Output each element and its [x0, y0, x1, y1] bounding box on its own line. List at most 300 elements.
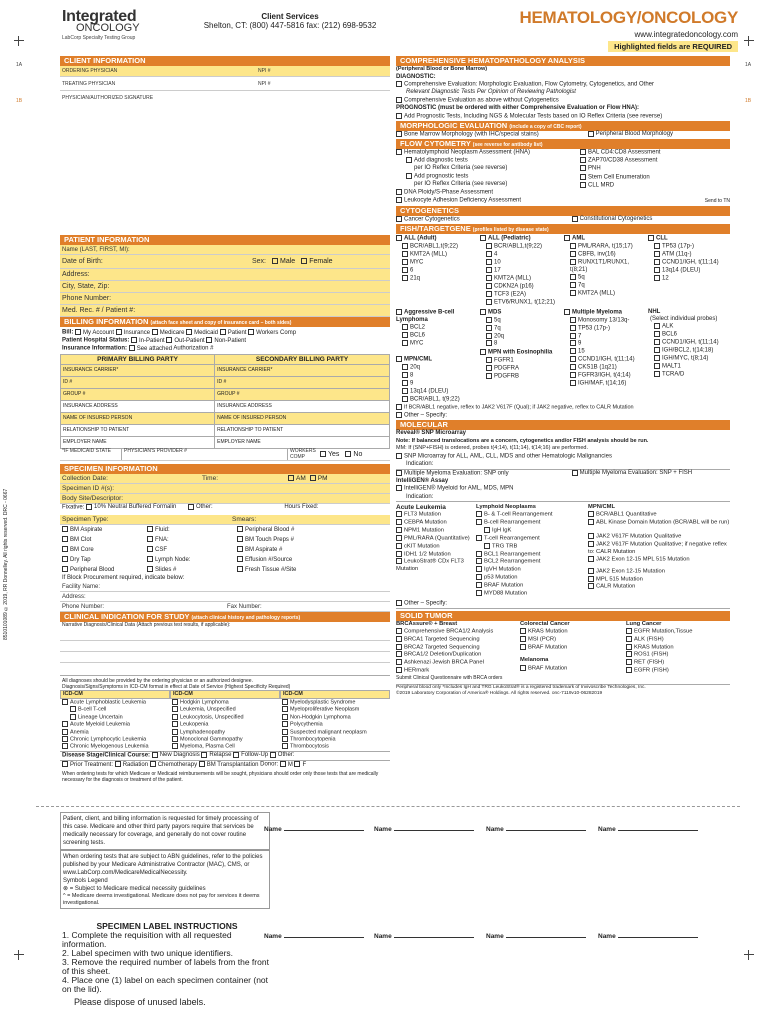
solid-tumor-header: SOLID TUMOR	[396, 611, 730, 621]
icd-header[interactable]: ICD-CM	[60, 690, 170, 699]
prior-treatment-checkbox[interactable]: Prior Treatment:	[62, 762, 113, 768]
abn-notice: When ordering tests that are subject to ABN guidelines, refer to the policies published by your Medicare Administrative Contractor (MAC), CMS, or www.LabCorp.com/MedicareMedicalNecessity. Symbols Legend ⊗ = Subject to Medicare medical necessity guidelines ^ = Medicare deems investigational. Medicare does not pay for services it deems investigational.	[60, 850, 270, 909]
molecular-option[interactable]: MYD88 Mutation	[476, 590, 588, 598]
molecular-option[interactable]: B-cell Rearrangement	[476, 519, 588, 527]
icd-option[interactable]: Suspected malignant neoplasm	[282, 729, 390, 736]
specimen-label-name[interactable]: Name	[374, 933, 474, 940]
comprehensive-sub: (Peripheral Blood or Bone Marrow)	[396, 66, 488, 72]
facility-row	[60, 582, 390, 592]
billing-cell[interactable]: INSURANCE CARRIER*	[61, 364, 215, 376]
city-row	[60, 281, 390, 293]
facility-address-field[interactable]: Address:	[62, 593, 86, 600]
fish-option[interactable]: 21q	[396, 275, 480, 283]
billing-cell[interactable]: RELATIONSHIP TO PATIENT	[215, 424, 390, 436]
fish-option[interactable]: BCL6	[396, 332, 480, 340]
address-field[interactable]: Address:	[62, 271, 90, 278]
fish-col	[480, 235, 564, 307]
workers-yes[interactable]: Yes	[320, 451, 339, 458]
solid-option[interactable]: ALK (FISH)	[626, 636, 730, 644]
signature-field[interactable]: PHYSICIAN/AUTHORIZED SIGNATURE	[62, 95, 154, 101]
billing-cell[interactable]: INSURANCE ADDRESS	[61, 400, 215, 412]
fish-col	[648, 309, 730, 404]
fish-option[interactable]: PDGFRA	[480, 365, 564, 373]
specimen-header: SPECIMEN INFORMATION	[60, 464, 390, 474]
icd-option[interactable]: Hodgkin Lymphoma	[172, 699, 280, 706]
mm-snp-only-checkbox[interactable]: Multiple Myeloma Evaluation: SNP only	[396, 470, 570, 478]
molecular-option[interactable]: p53 Mutation	[476, 574, 588, 582]
stage-follow-up[interactable]: Follow-Up	[233, 752, 268, 758]
specimen-label-name[interactable]: Name	[598, 826, 698, 833]
solid-option[interactable]: EGFR (FISH)	[626, 667, 730, 675]
fish-option[interactable]: CDKN2A (p16)	[480, 283, 564, 291]
facility-phone-row	[60, 602, 390, 612]
see-attached-checkbox[interactable]: See attached	[129, 346, 172, 352]
comprehensive-eval-checkbox[interactable]: Comprehensive Evaluation: Morphologic Evaluation, Flow Cytometry, Cytogenetics, and Other	[396, 81, 730, 89]
fish-option[interactable]: FGFR1	[480, 357, 564, 365]
fish-option[interactable]: 13q14 (DLEU)	[648, 267, 730, 275]
flow-option[interactable]: Hematolymphoid Neoplasm Assessment (HNA)	[396, 149, 580, 157]
label-instructions-header: SPECIMEN LABEL INSTRUCTIONS	[96, 921, 238, 931]
fish-option[interactable]: TCF3 (E2A)	[480, 291, 564, 299]
fish-option[interactable]: TCRA/D	[648, 371, 730, 379]
fish-option[interactable]: IGH/MAF, t(14;16)	[564, 380, 648, 388]
lung-col	[626, 621, 730, 683]
fish-option[interactable]: 9	[396, 380, 480, 388]
client-services-contact: Shelton, CT: (800) 447-5816 fax: (212) 698-9532	[203, 21, 377, 30]
solid-option[interactable]: RET (FISH)	[626, 659, 730, 667]
specimen-type-col-2	[147, 525, 237, 575]
medicaid-state-field[interactable]: *IF MEDICAID STATE	[60, 448, 122, 460]
logo	[62, 8, 152, 41]
icd-option[interactable]: Thrombocytosis	[282, 743, 390, 750]
fish-option[interactable]: CCND1/IGH, t(11;14)	[648, 339, 730, 347]
fish-col-header[interactable]: Multiple Myeloma	[564, 309, 648, 317]
fish-option[interactable]: BCL2	[396, 324, 480, 332]
brca-header: BRCAssure® + Breast	[396, 620, 458, 627]
solid-option[interactable]: MSI (PCR)	[520, 636, 626, 644]
billing-cell[interactable]: INSURANCE CARRIER*	[215, 364, 390, 376]
fish-option[interactable]: FGFR3/IGH, t(4;14)	[564, 372, 648, 380]
insurance-info: Insurance Information: See attached Authorization #	[62, 345, 214, 352]
fish-col-header[interactable]: MPN with Eosinophilia	[480, 349, 564, 357]
molecular-option[interactable]: T-cell Rearrangement	[476, 535, 588, 543]
ordering-physician-field[interactable]: ORDERING PHYSICIAN	[62, 68, 118, 74]
fish-col-header[interactable]: CLL	[648, 235, 730, 243]
billing-cell[interactable]: EMPLOYER NAME	[215, 436, 390, 448]
icd-option[interactable]: Myeloma, Plasma Cell	[172, 743, 280, 750]
pb-morphology-checkbox[interactable]: Peripheral Blood Morphology	[588, 131, 673, 137]
fish-option[interactable]: BCR/ABL1,t(9;22)	[480, 243, 564, 251]
solid-option[interactable]: BRAF Mutation	[520, 665, 626, 673]
specimen-label-name[interactable]: Name	[598, 933, 698, 940]
bm-clot-checkbox[interactable]: BM Clot	[62, 535, 147, 545]
icd-option[interactable]: Non-Hodgkin Lymphoma	[282, 714, 390, 721]
fish-option[interactable]: 20q	[480, 333, 564, 341]
provider-number-field[interactable]: PHYSICIAN'S PROVIDER #	[122, 448, 288, 460]
lymphoid-col	[476, 504, 588, 597]
hours-fixed-field[interactable]: Hours Fixed:	[284, 504, 319, 511]
flow-option[interactable]: Add diagnostic tests	[396, 157, 580, 165]
icd-option[interactable]: Acute Myeloid Leukemia	[62, 721, 170, 728]
fish-option[interactable]: 8	[480, 340, 564, 348]
diagnosis-note: All diagnoses should be provided by the ordering physician or an authorized designee. Diagnosis/Signs/Symptoms in ICD-CM format in effect at Date of Service (Highest Specificity Required)	[62, 677, 291, 690]
icd-option[interactable]: Polycythemia	[282, 721, 390, 728]
solid-option[interactable]: EGFR Mutation,Tissue	[626, 628, 730, 636]
peripheral-blood-checkbox[interactable]: Peripheral Blood	[62, 565, 147, 575]
treat-radiation[interactable]: Radiation	[115, 762, 148, 768]
solid-option[interactable]: BRCA1 Targeted Sequencing	[396, 636, 520, 644]
fish-option[interactable]: 7q	[564, 282, 648, 290]
client-info-header: CLIENT INFORMATION	[60, 56, 390, 66]
solid-option[interactable]: ROS1 (FISH)	[626, 651, 730, 659]
patient-name-row	[60, 245, 390, 255]
cyto-options	[396, 216, 730, 224]
medrec-field[interactable]: Med. Rec. # / Patient #:	[62, 307, 136, 314]
molecular-option[interactable]: ABL Kinase Domain Mutation (BCR/ABL will be run)	[588, 519, 730, 527]
icd-col-3	[280, 699, 390, 751]
diagnostic-label: DIAGNOSTIC:	[396, 73, 436, 80]
molecular-option[interactable]: NPM1 Mutation	[396, 527, 476, 535]
molecular-option[interactable]: B- & T-cell Rearrangement	[476, 511, 588, 519]
npi-field-2[interactable]: NPI #	[258, 80, 271, 87]
fish-option[interactable]: 8	[396, 372, 480, 380]
fish-option[interactable]: BCR/ABL1,t(9;22)	[396, 243, 480, 251]
facility-fax-field[interactable]: Fax Number:	[227, 603, 262, 610]
smear-bm-aspirate-checkbox[interactable]: BM Aspirate #	[237, 545, 392, 555]
mm-note: MM: If (SNP+FISH) is ordered, probes t(4;14), t(11;14), t(14;16) are performed.	[396, 445, 589, 452]
facility-phone-field[interactable]: Phone Number:	[62, 603, 105, 610]
fish-option[interactable]: RUNX1T1/RUNX1, t(8;21)	[570, 259, 630, 273]
fish-option[interactable]: IGH/MYC, t(8;14)	[648, 355, 730, 363]
molecular-other-checkbox[interactable]: Other – Specify:	[396, 600, 730, 609]
csf-checkbox[interactable]: CSF	[147, 545, 237, 555]
snp-microarray-checkbox[interactable]: SNP Microarray for ALL, AML, CLL, MDS and other Hematologic Malignancies	[396, 453, 730, 461]
specimen-label-name[interactable]: Name	[264, 933, 364, 940]
fish-option[interactable]: Monosomy 13/13q-	[564, 317, 648, 325]
facility-field[interactable]: Facility Name:	[62, 583, 101, 590]
solid-option[interactable]: Ashkenazi Jewish BRCA Panel	[396, 659, 520, 667]
city-field[interactable]: City, State, Zip:	[62, 283, 110, 290]
stage-relapse[interactable]: Relapse	[201, 752, 231, 758]
billing-cell[interactable]: RELATIONSHIP TO PATIENT	[61, 424, 215, 436]
billing-cell[interactable]: ID #	[61, 376, 215, 388]
specimen-label-name[interactable]: Name	[264, 826, 364, 833]
npi-field[interactable]: NPI #	[258, 68, 271, 74]
billing-cell[interactable]: GROUP #	[215, 388, 390, 400]
bm-morphology-checkbox[interactable]: Bone Marrow Morphology (with IHC/special stains)	[396, 131, 586, 139]
fish-col-header[interactable]: MDS	[480, 309, 564, 317]
fish-option[interactable]: KMT2A (MLL)	[564, 290, 648, 298]
flow-option[interactable]: Stem Cell Enumeration	[580, 174, 730, 182]
molecular-option[interactable]: BCL2 Rearrangement	[476, 558, 588, 566]
ordering-physician-row	[60, 66, 390, 77]
molecular-option[interactable]: JAK2 Exon 12-15 MPL 515 Mutation	[588, 556, 730, 564]
molecular-option[interactable]: cKIT Mutation	[396, 543, 476, 551]
fish-other-checkbox[interactable]: Other – Specify:	[396, 412, 730, 420]
status-nonpatient[interactable]: Non-Patient	[206, 338, 246, 344]
billing-cell[interactable]: ID #	[215, 376, 390, 388]
fish-option[interactable]: ATM (11q-)	[648, 251, 730, 259]
flow-option[interactable]: CLL MRD	[580, 182, 730, 190]
workers-no[interactable]: No	[345, 451, 362, 458]
fish-option[interactable]: 5q	[564, 274, 648, 282]
fish-option[interactable]: KMT2A (MLL)	[396, 251, 480, 259]
tear-line	[36, 806, 740, 807]
fish-option[interactable]: 7	[564, 333, 648, 341]
am-checkbox[interactable]: AM	[288, 475, 306, 482]
female-checkbox[interactable]: Female	[301, 258, 332, 265]
bill-medicare[interactable]: Medicare	[152, 330, 185, 336]
smears-label: Smears:	[232, 515, 257, 523]
billing-party-table	[60, 354, 390, 449]
fish-option[interactable]: 5q	[480, 317, 564, 325]
flow-option[interactable]: Add prognostic tests	[396, 173, 580, 181]
molecular-option[interactable]: BCL1 Rearrangement	[476, 551, 588, 559]
solid-option[interactable]: KRAS Mutation	[520, 628, 626, 636]
molecular-option[interactable]: CALR Mutation	[588, 583, 730, 591]
flow-option[interactable]: Leukocyte Adhesion Deficiency Assessment	[396, 197, 580, 205]
specimen-label-name[interactable]: Name	[486, 826, 586, 833]
dispose-note: Please dispose of unused labels.	[74, 997, 206, 1007]
molecular-option[interactable]: IDH1 1/2 Mutation	[396, 551, 476, 559]
fish-col-header[interactable]: Aggressive B-cell Lymphoma	[396, 309, 455, 323]
client-stamp-area[interactable]	[60, 105, 390, 235]
dob-field[interactable]: Date of Birth:	[62, 258, 103, 265]
billing-cell[interactable]: NAME OF INSURED PERSON	[61, 412, 215, 424]
molecular-option[interactable]: BRAF Mutation	[476, 582, 588, 590]
molecular-option[interactable]: MPL 515 Mutation	[588, 576, 730, 584]
icd-option[interactable]: Leukocytosis, Unspecified	[172, 714, 280, 721]
fish-option[interactable]: MALT1	[648, 363, 730, 371]
fish-col-header[interactable]: AML	[564, 235, 648, 243]
intelligen-indication-field[interactable]: Indication:	[396, 494, 730, 503]
fish-col-header[interactable]: ALL (Adult)	[396, 235, 480, 243]
bm-aspirate-checkbox[interactable]: BM Aspirate	[62, 525, 147, 535]
molecular-option[interactable]: FLT3 Mutation	[396, 511, 476, 519]
constitutional-cyto-checkbox[interactable]: Constitutional Cytogenetics	[572, 216, 653, 222]
comprehensive-no-cyto-checkbox[interactable]: Comprehensive Evaluation as above without Cytogenetics	[396, 97, 730, 105]
billing-cell[interactable]: GROUP #	[61, 388, 215, 400]
specimen-label-name[interactable]: Name	[486, 933, 586, 940]
fish-option[interactable]: 6	[396, 267, 480, 275]
treat-bm-transplant[interactable]: BM Transplantation	[199, 762, 259, 768]
bill-workers-comp[interactable]: Workers Comp	[248, 330, 296, 336]
authorization-field[interactable]: Authorization #	[173, 345, 214, 352]
billing-cell[interactable]: NAME OF INSURED PERSON	[215, 412, 390, 424]
phone-field[interactable]: Phone Number:	[62, 295, 112, 302]
molecular-option[interactable]: CEBPA Mutation	[396, 519, 476, 527]
stage-other[interactable]: Other:	[270, 752, 295, 758]
solid-option[interactable]: KRAS Mutation	[626, 644, 730, 652]
fish-option[interactable]: 20q	[396, 364, 480, 372]
fish-option[interactable]: 17	[480, 267, 564, 275]
fixative-row: Fixative: 10% Neutral Buffered Formalin Other: Hours Fixed:	[62, 504, 319, 511]
molecular-option[interactable]: JAK2 Exon 12-15 Mutation	[588, 568, 730, 576]
status-outpatient[interactable]: Out-Patient	[166, 338, 204, 344]
icd-option[interactable]: Leukopenia	[172, 721, 280, 728]
margin-label-1a: 1A	[16, 62, 23, 68]
comprehensive-header: COMPREHENSIVE HEMATOPATHOLOGY ANALYSIS	[396, 56, 730, 66]
pm-checkbox[interactable]: PM	[310, 475, 328, 482]
fna-checkbox[interactable]: FNA:	[147, 535, 237, 545]
margin-label-1b: 1B	[16, 98, 23, 104]
solid-option[interactable]: Comprehensive BRCA1/2 Analysis	[396, 628, 520, 636]
fish-col-header[interactable]: MPN/CML	[396, 356, 480, 364]
logo-main: Integrated	[62, 8, 137, 25]
bill-insurance[interactable]: Insurance	[116, 330, 150, 336]
stage-new-diagnosis[interactable]: New Diagnosis	[152, 752, 200, 758]
body-site-field[interactable]: Body Site/Descriptor:	[62, 494, 124, 502]
fish-col-header[interactable]: ALL (Pediatric)	[480, 235, 564, 243]
flow-option[interactable]: PNH	[580, 165, 730, 173]
fish-option[interactable]: BCL6	[648, 331, 730, 339]
fish-option[interactable]: ALK	[648, 323, 730, 331]
fish-option[interactable]: 12	[648, 275, 730, 283]
solid-option[interactable]: BRAF Mutation	[520, 644, 626, 652]
dry-tap-checkbox[interactable]: Dry Tap	[62, 555, 147, 565]
treating-physician-field[interactable]: TREATING PHYSICIAN	[62, 80, 116, 87]
male-checkbox[interactable]: Male	[272, 258, 295, 265]
flow-option[interactable]: BAL CD4:CD8 Assessment	[580, 149, 730, 157]
donor-f[interactable]: F	[294, 762, 306, 768]
melanoma-header: Melanoma	[520, 657, 549, 664]
secondary-billing-header: SECONDARY BILLING PARTY	[215, 354, 390, 364]
smear-fresh-tissue-checkbox[interactable]: Fresh Tissue #/Site	[237, 565, 392, 575]
patient-name-field[interactable]: Name (LAST, FIRST, MI):	[62, 246, 130, 253]
form-title-block	[520, 8, 738, 52]
smear-bm-touch-checkbox[interactable]: BM Touch Preps #	[237, 535, 392, 545]
billing-cell[interactable]: INSURANCE ADDRESS	[215, 400, 390, 412]
icd-option[interactable]: Lineage Uncertain	[62, 714, 170, 721]
fish-option[interactable]: IGH/BCL2, t(14;18)	[648, 347, 730, 355]
fish-option[interactable]: MYC	[396, 259, 480, 267]
margin-label-1a: 1A	[745, 62, 752, 68]
fish-option[interactable]: 13q14 (DLEU)	[396, 388, 480, 396]
smear-pb-checkbox[interactable]: Peripheral Blood #	[237, 525, 392, 535]
icd-header[interactable]: ICD-CM	[280, 690, 390, 699]
fish-option[interactable]: TP53 (17p-)	[648, 243, 730, 251]
bcr-negative-checkbox[interactable]: If BCR/ABL1 negative, reflex to JAK2 V617F (Qual); if JAK2 negative, reflex to CALR Mutation	[396, 404, 730, 412]
bill-my-account[interactable]: My Account	[75, 330, 114, 336]
specimen-id-field[interactable]: Specimen ID #(s):	[62, 484, 115, 492]
bill-options: Bill: My Account Insurance Medicare Medicaid Patient Workers Comp	[62, 329, 297, 336]
fish-option[interactable]: 4	[480, 251, 564, 259]
donor-m[interactable]: M	[280, 762, 293, 768]
slides-checkbox[interactable]: Slides #	[147, 565, 237, 575]
balanced-note: Note: If balanced translocations are a concern, cytogenetics and/or FISH analysis should be run.	[396, 437, 649, 444]
medicaid-row	[60, 449, 390, 461]
fish-option[interactable]: 10	[480, 259, 564, 267]
fish-option[interactable]: PDGFRB	[480, 373, 564, 381]
fish-option[interactable]: TP53 (17p-)	[564, 325, 648, 333]
prognostic-tests-checkbox[interactable]: Add Prognostic Tests, Including NGS & Molecular Tests based on IO Reflex Criteria (see reverse)	[396, 113, 730, 121]
icd-option[interactable]: B-cell T-cell	[62, 706, 170, 713]
fish-option[interactable]: MYC	[396, 340, 480, 348]
molecular-option[interactable]: JAK2 V617F Mutation Qualitative	[588, 533, 730, 541]
fish-option[interactable]: CCND1/IGH, t(11;14)	[564, 356, 648, 364]
right-column	[396, 56, 730, 697]
solid-option[interactable]: BRCA1/2 Deletion/Duplication	[396, 651, 520, 659]
fish-option[interactable]: 9	[564, 340, 648, 348]
molecular-option[interactable]: PML/RARA (Quantitative)	[396, 535, 476, 543]
molecular-option[interactable]: TRG TRB	[476, 543, 588, 551]
icd-option[interactable]: Myelodysplastic Syndrome	[282, 699, 390, 706]
icd-header[interactable]: ICD-CM	[170, 690, 280, 699]
icd-option[interactable]: Anemia	[62, 729, 170, 736]
narrative-field[interactable]	[60, 630, 390, 676]
formalin-checkbox[interactable]: 10% Neutral Buffered Formalin	[86, 504, 176, 510]
fish-col	[396, 309, 480, 404]
fish-option[interactable]: 7q	[480, 325, 564, 333]
icd-option[interactable]: Leukemia, Unspecified	[172, 706, 280, 713]
margin-label-1b: 1B	[745, 98, 752, 104]
icd-option[interactable]: Lymphadenopathy	[172, 729, 280, 736]
icd-option[interactable]: Acute Lymphoblastic Leukemia	[62, 699, 170, 706]
fish-option[interactable]: KMT2A (MLL)	[480, 275, 564, 283]
fish-option[interactable]: CCND1/IGH, t(11;14)	[648, 259, 730, 267]
fish-option[interactable]: 15	[564, 348, 648, 356]
fish-option[interactable]: BCR/ABL1, t(9;22)	[396, 396, 480, 404]
icd-option[interactable]: Chronic Myelogenous Leukemia	[62, 743, 170, 750]
fish-col-header: NHL	[648, 308, 661, 315]
lymph-node-checkbox[interactable]: Lymph Node:	[147, 555, 237, 565]
mm-snp-fish-checkbox[interactable]: Multiple Myeloma Evaluation: SNP + FISH	[572, 470, 692, 476]
molecular-option[interactable]: IgH IgK	[476, 527, 588, 535]
icd-option[interactable]: Chronic Lymphocytic Leukemia	[62, 736, 170, 743]
sex-label: Sex:	[252, 258, 267, 265]
bill-medicaid[interactable]: Medicaid	[186, 330, 218, 336]
fluid-checkbox[interactable]: Fluid:	[147, 525, 237, 535]
fish-col	[564, 235, 648, 307]
molecular-option[interactable]: BCR/ABL1 Quantitative	[588, 511, 730, 519]
fish-col	[648, 235, 730, 307]
instruction-item: 1. Complete the requisition with all requested information.	[62, 930, 232, 949]
treat-chemo[interactable]: Chemotherapy	[150, 762, 197, 768]
status-inpatient[interactable]: In-Patient	[131, 338, 165, 344]
fish-grid-2	[396, 309, 730, 404]
crop-mark	[14, 950, 24, 960]
fish-option[interactable]: CBFB, inv(16)	[564, 251, 648, 259]
cancer-cyto-checkbox[interactable]: Cancer Cytogenetics	[396, 216, 570, 224]
other-fixative[interactable]: Other:	[188, 504, 213, 510]
icd-option[interactable]: Monoclonal Gammopathy	[172, 736, 280, 743]
body-site-row	[60, 494, 390, 504]
fish-option[interactable]: CKS1B (1q21)	[564, 364, 648, 372]
collection-date-field[interactable]: Collection Date:	[62, 474, 108, 482]
molecular-option[interactable]: LeukoStrat® CDx FLT3 Mutation	[396, 558, 464, 573]
hospital-status: Patient Hospital Status: In-Patient Out-Patient Non-Patient	[62, 337, 247, 344]
flow-option[interactable]: DNA Ploidy/S-Phase Assessment	[396, 189, 580, 197]
bm-core-checkbox[interactable]: BM Core	[62, 545, 147, 555]
molecular-option[interactable]: IgVH Mutation	[476, 566, 588, 574]
bill-patient[interactable]: Patient	[220, 330, 247, 336]
collection-row	[60, 474, 390, 484]
specimen-label-name[interactable]: Name	[374, 826, 474, 833]
time-field[interactable]: Time:	[202, 474, 219, 482]
flow-option[interactable]: ZAP70/CD38 Assessment	[580, 157, 730, 165]
intelligen-checkbox[interactable]: IntelliGEN® Myeloid for AML, MDS, MPN	[396, 485, 730, 493]
solid-option[interactable]: HERmark	[396, 667, 520, 675]
fish-option[interactable]: PML/RARA, t(15;17)	[564, 243, 648, 251]
icd-option[interactable]: Myeloproliferative Neoplasm	[282, 706, 390, 713]
fish-option[interactable]: ETV6/RUNX1, t(12;21)	[480, 299, 564, 307]
billing-cell[interactable]: EMPLOYER NAME	[61, 436, 215, 448]
solid-option[interactable]: BRCA2 Targeted Sequencing	[396, 644, 520, 652]
molecular-option[interactable]: JAK2 V617F Mutation Qualitative; if negative reflex to: CALR Mutation	[588, 541, 727, 555]
snp-indication-field[interactable]: Indication:	[396, 461, 730, 470]
icd-option[interactable]: Thrombocytopenia	[282, 736, 390, 743]
smear-effusion-checkbox[interactable]: Effusion #/Source	[237, 555, 392, 565]
